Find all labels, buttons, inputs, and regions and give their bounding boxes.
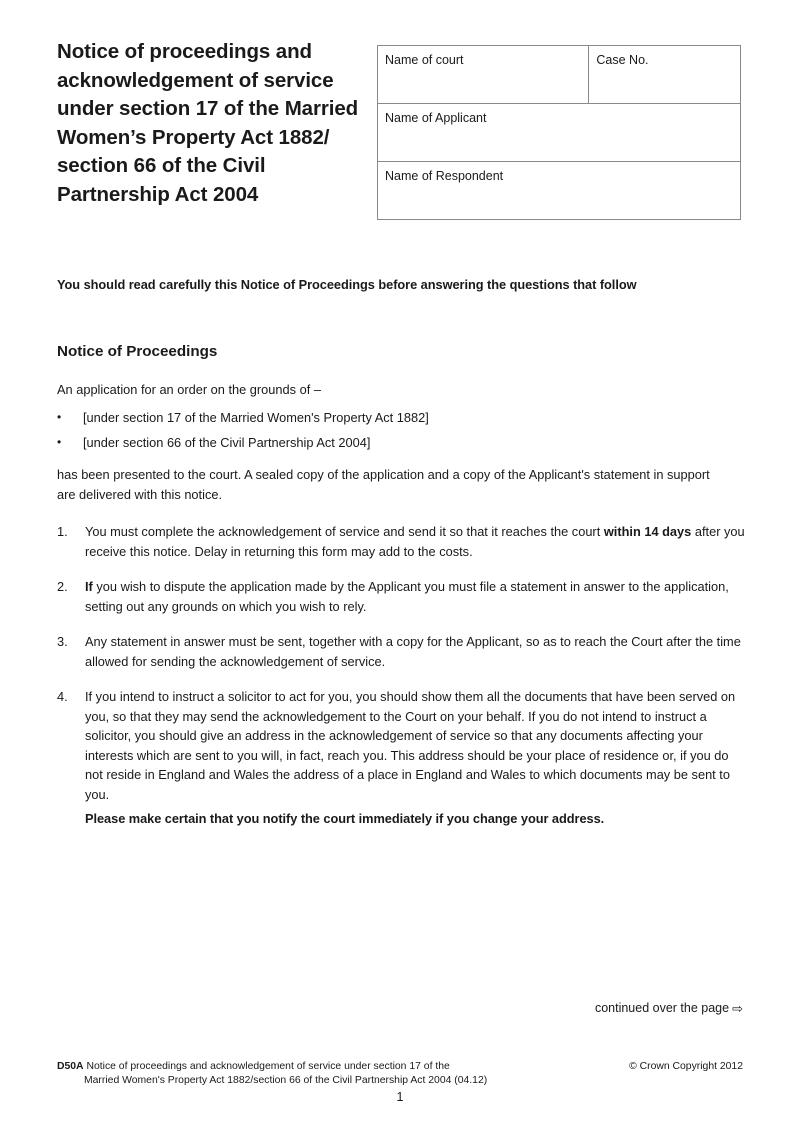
form-description-line-1: Notice of proceedings and acknowledgement of service under section 17 of the xyxy=(86,1061,450,1072)
court-details-box xyxy=(377,45,741,220)
court-box-row-2 xyxy=(378,104,740,162)
continued-label: continued over the page xyxy=(594,1001,730,1015)
list-item xyxy=(57,687,747,804)
read-carefully-warning: You should read carefully this Notice of Proceedings before answering the questions that follow xyxy=(57,277,637,292)
page-number: 1 xyxy=(396,1090,404,1104)
numbered-instructions-list xyxy=(57,522,747,820)
court-box-row-1 xyxy=(378,46,740,104)
presented-to-court-paragraph: has been presented to the court. A sealed copy of the application and a copy of the Applicant's statement in support are delivered with this notice. xyxy=(57,467,710,502)
bullet-icon: • xyxy=(57,435,62,449)
item-number: 1. xyxy=(57,524,68,539)
list-item xyxy=(57,430,747,455)
name-of-respondent-label: Name of Respondent xyxy=(385,169,504,183)
item-number: 3. xyxy=(57,634,68,649)
item-number: 2. xyxy=(57,579,68,594)
notify-court-note: Please make certain that you notify the court immediately if you change your address. xyxy=(85,811,605,826)
case-no-field[interactable] xyxy=(589,46,740,103)
copyright-notice: © Crown Copyright 2012 xyxy=(629,1061,743,1072)
page-footer xyxy=(0,1060,800,1120)
name-of-respondent-field[interactable] xyxy=(378,162,740,219)
name-of-applicant-field[interactable] xyxy=(378,104,740,161)
item-text: Any statement in answer must be sent, together with a copy for the Applicant, so as to reach the Court after the time allowed for sending the acknowledgement of service. xyxy=(85,634,741,669)
grounds-bullet-list xyxy=(57,405,747,455)
bullet-text: [under section 66 of the Civil Partnership Act 2004] xyxy=(83,435,371,450)
continued-over-page xyxy=(595,1000,743,1017)
name-of-court-label: Name of court xyxy=(385,53,464,67)
bullet-text: [under section 17 of the Married Women's Property Act 1882] xyxy=(83,410,429,425)
application-grounds-intro: An application for an order on the grounds of – xyxy=(57,382,321,397)
footer-form-reference xyxy=(57,1060,537,1088)
item-text: If you wish to dispute the application made by the Applicant you must file a statement in answer to the application, setting out any grounds on which you wish to rely. xyxy=(85,579,729,614)
item-number: 4. xyxy=(57,689,68,704)
court-box-row-3 xyxy=(378,162,740,219)
item-text: You must complete the acknowledgement of service and send it so that it reaches the court within 14 days after you receive this notice. Delay in returning this form may add to the costs. xyxy=(85,524,745,559)
list-item xyxy=(57,522,747,561)
list-item xyxy=(57,405,747,430)
section-heading-notice-of-proceedings: Notice of Proceedings xyxy=(57,343,218,360)
form-description-line-2: Married Women's Property Act 1882/section 66 of the Civil Partnership Act 2004 (04.12) xyxy=(84,1075,488,1086)
arrow-right-icon: ⇨ xyxy=(732,1001,743,1016)
page-title: Notice of proceedings and acknowledgement of service under section 17 of the Married Women’s Property Act 1882/ section 66 of the Civil Partnership Act 2004 xyxy=(57,40,359,206)
name-of-court-field[interactable] xyxy=(378,46,589,103)
item-text: If you intend to instruct a solicitor to act for you, you should show them all the documents that have been served on you, so that they may send the acknowledgement to the Court on your behalf. If you do not intend to instruct a solicitor, you should give an address in the acknowledgement of service so that any documents affecting your interests which are sent to you will, in fact, reach you. This address should be your place of residence or, if you do not reside in England and Wales the address of a place in England and Wales to which documents may be sent to you. xyxy=(85,689,736,802)
name-of-applicant-label: Name of Applicant xyxy=(385,111,487,125)
case-no-label: Case No. xyxy=(596,53,649,67)
bullet-icon: • xyxy=(57,410,62,424)
list-item xyxy=(57,632,747,671)
form-code: D50A xyxy=(57,1061,84,1072)
list-item xyxy=(57,577,747,616)
